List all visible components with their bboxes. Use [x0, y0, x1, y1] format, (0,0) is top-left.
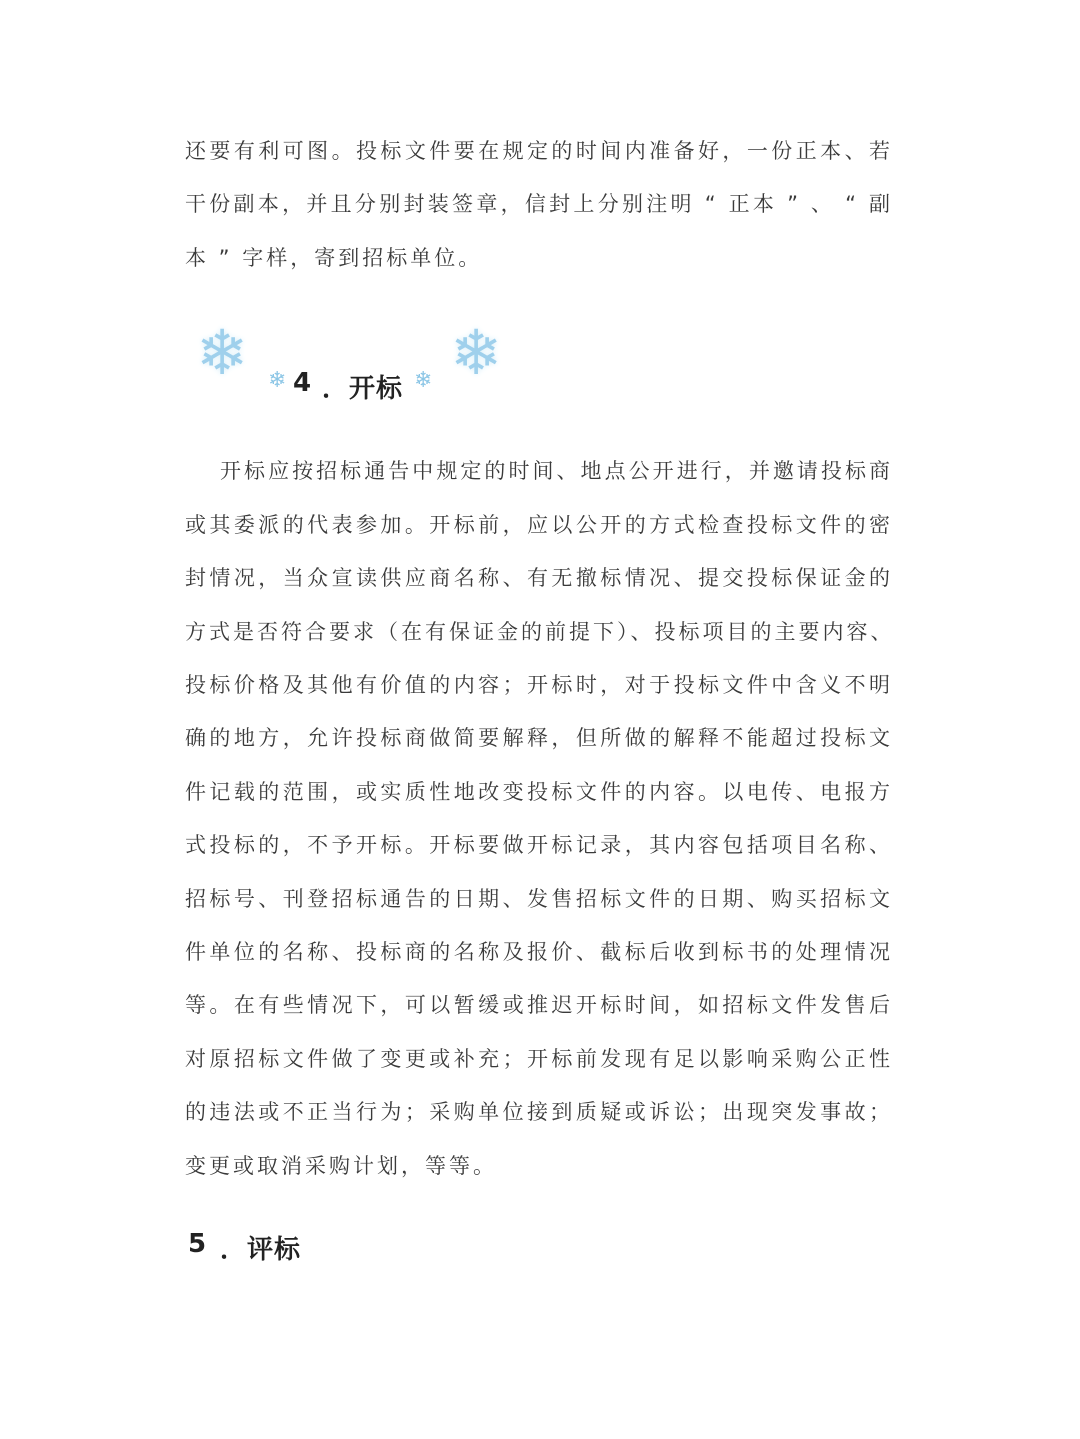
snowflake-icon: ❄	[450, 316, 502, 389]
snowflake-icon: ❄	[196, 316, 248, 389]
intro-line: 本 ” 字样，寄到招标单位。	[185, 246, 483, 270]
paragraph-line: 对原招标文件做了变更或补充；开标前发现有足以影响采购公正性	[185, 1047, 893, 1071]
snowflake-icon: ❄	[414, 368, 433, 393]
paragraph-line: 开标应按招标通告中规定的时间、地点公开进行，并邀请投标商	[220, 459, 893, 483]
paragraph-line: 招标号、刊登招标通告的日期、发售招标文件的日期、购买招标文	[185, 887, 893, 911]
paragraph-line: 或其委派的代表参加。开标前，应以公开的方式检查投标文件的密	[185, 513, 893, 537]
intro-line: 还要有利可图。投标文件要在规定的时间内准备好，一份正本、若	[185, 139, 893, 163]
section-title: ．开标	[322, 374, 404, 404]
paragraph-line: 封情况，当众宣读供应商名称、有无撤标情况、提交投标保证金的	[185, 566, 893, 590]
section-title: ．评标	[220, 1235, 302, 1265]
section-number: 4	[293, 368, 313, 398]
paragraph-line: 件记载的范围，或实质性地改变投标文件的内容。以电传、电报方	[185, 780, 893, 804]
paragraph-line: 确的地方，允许投标商做简要解释，但所做的解释不能超过投标文	[185, 726, 893, 750]
paragraph-line: 件单位的名称、投标商的名称及报价、截标后收到标书的处理情况	[185, 940, 893, 964]
snowflake-icon: ❄	[268, 368, 287, 393]
section-number: 5	[188, 1229, 208, 1259]
paragraph-line: 投标价格及其他有价值的内容；开标时，对于投标文件中含义不明	[185, 673, 893, 697]
intro-line: 干份副本，并且分别封装签章，信封上分别注明 “ 正本 ” 、 “ 副	[185, 192, 893, 216]
paragraph-line: 等。在有些情况下，可以暂缓或推迟开标时间，如招标文件发售后	[185, 993, 893, 1017]
paragraph-line: 变更或取消采购计划，等等。	[185, 1154, 497, 1178]
paragraph-line: 式投标的，不予开标。开标要做开标记录，其内容包括项目名称、	[185, 833, 893, 857]
paragraph-line: 的违法或不正当行为；采购单位接到质疑或诉讼；出现突发事故；	[185, 1100, 893, 1124]
paragraph-line: 方式是否符合要求（在有保证金的前提下）、投标项目的主要内容、	[185, 620, 895, 644]
